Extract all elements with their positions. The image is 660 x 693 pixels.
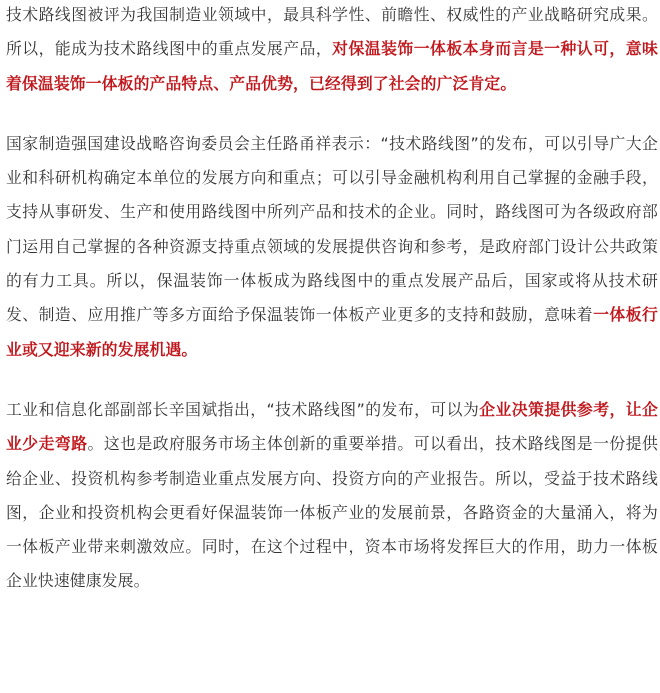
paragraph-2-highlight: 一体板行业或又迎来新的发展机遇。	[6, 305, 658, 359]
paragraph-1-highlight: 对保温装饰一体板本身而言是一种认可，意味着保温装饰一体板的产品特点、产品优势，已经得到了社会的广泛肯定。	[6, 39, 658, 93]
paragraph-2	[6, 127, 658, 367]
paragraph-3-highlight: 企业决策提供参考，让企业少走弯路	[6, 399, 658, 454]
paragraph-3	[6, 393, 658, 599]
paragraph-3-text-body: 。这也是政府服务市场主体创新的重要举措。可以看出，技术路线图是一份提供给企业、投资机构参考制造业重点发展方向、投资方向的产业报告。所以，受益于技术路线图，企业和投资机构会更看好保温装饰一体板产业的发展前景，各路资金的大量涌入，将为一体板产业带来刺激效应。同时，在这个过程中，资本市场将发挥巨大的作用，助力一体板企业快速健康发展。	[6, 434, 658, 591]
paragraph-3-text-intro: 工业和信息化部副部长辛国斌指出，“技术路线图”的发布，可以为	[6, 399, 480, 419]
paragraph-1	[6, 0, 658, 101]
paragraph-2-text: 国家制造强国建设战略咨询委员会主任路甬祥表示：“技术路线图”的发布，可以引导广大企业和科研机构确定本单位的发展方向和重点；可以引导金融机构利用自己掌握的金融手段，支持从事研发、生产和使用路线图中所列产品和技术的企业。同时，路线图可为各级政府部门运用自己掌握的各种资源支持重点领域的发展提供咨询和参考，是政府部门设计公共政策的有力工具。所以，保温装饰一体板成为路线图中的重点发展产品后，国家或将从技术研发、制造、应用推广等多方面给予保温装饰一体板产业更多的支持和鼓励，意味着	[6, 133, 658, 325]
paragraph-1-text: 技术路线图被评为我国制造业领域中，最具科学性、前瞻性、权威性的产业战略研究成果。所以，能成为技术路线图中的重点发展产品，	[6, 5, 658, 59]
